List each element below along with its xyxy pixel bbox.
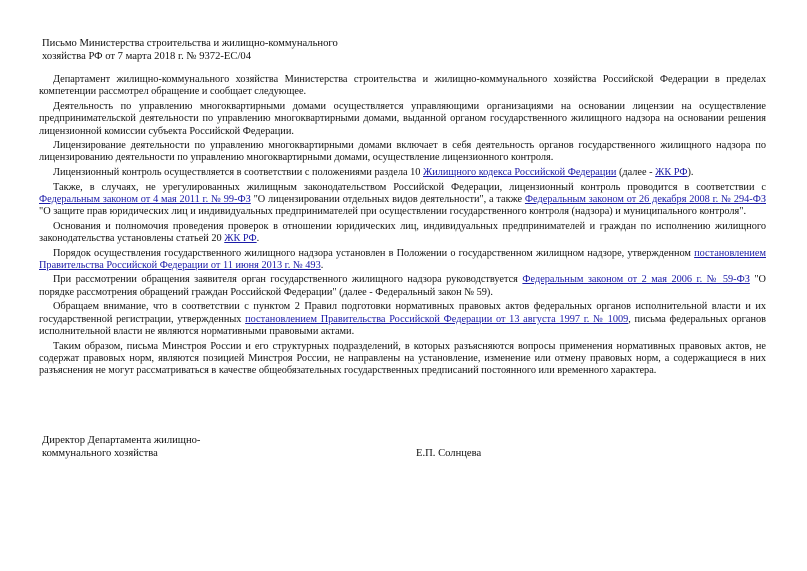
paragraph-7 — [39, 248, 766, 273]
paragraph-8-text-2: "О порядке рассмотрения обращений граждан Российской Федерации" (далее - Федеральный закон № 59). — [39, 274, 766, 298]
federal-law-99-link[interactable]: Федеральным законом от 4 мая 2011 г. № 99-ФЗ — [39, 193, 251, 205]
paragraph-5-text-1: Также, в случаях, не урегулированных жилищным законодательством Российской Федерации, лицензионный контроль проводится в соответствии с — [53, 181, 766, 193]
document-title — [42, 37, 382, 63]
federal-law-59-link[interactable]: Федеральным законом от 2 мая 2006 г. № 59-ФЗ — [522, 274, 750, 286]
paragraph-6-text-1: Основания и полномочия проведения проверок в отношении юридических лиц, индивидуальных предпринимателей и граждан по исполнению жилищного законодательства установлены статьей 20 — [39, 220, 766, 245]
paragraph-6 — [39, 221, 766, 246]
paragraph-6-text-2: . — [256, 233, 260, 245]
paragraph-8-text-1: При рассмотрении обращения заявителя орган государственного жилищного надзора руководствуется — [53, 274, 523, 286]
paragraph-8 — [39, 274, 766, 299]
signatory-position-line-2: коммунального хозяйства — [42, 448, 158, 459]
paragraph-1: Департамент жилищно-коммунального хозяйства Министерства строительства и жилищно-коммунального хозяйства Российской Федерации в пределах компетенции рассмотрел обращение и сообщает следующее. — [39, 74, 766, 98]
paragraph-4-text-3: ). — [687, 166, 694, 178]
paragraph-5 — [39, 182, 766, 219]
federal-law-294-link[interactable]: Федеральным законом от 26 декабря 2008 г. № 294-ФЗ — [524, 193, 766, 205]
government-decree-1009-link[interactable]: постановлением Правительства Российской Федерации от 13 августа 1997 г. № 1009 — [245, 313, 629, 325]
government-decree-493-link[interactable]: постановлением Правительства Российской Федерации от 11 июня 2013 г. № 493 — [39, 247, 766, 271]
housing-code-link[interactable]: Жилищного кодекса Российской Федерации — [423, 166, 617, 178]
zhk-rf-link[interactable]: ЖК РФ — [655, 166, 688, 178]
paragraph-7-text-2: . — [320, 259, 324, 271]
title-line-1: Письмо Министерства строительства и жилищно-коммунального — [42, 38, 338, 49]
paragraph-5-text-3: "О защите прав юридических лиц и индивидуальных предпринимателей при осуществлении государственного контроля (надзора) и муниципального контроля". — [39, 206, 747, 218]
signatory-position-line-1: Директор Департамента жилищно- — [42, 435, 201, 446]
paragraph-9-text-2: , письма федеральных органов исполнительной власти не являются нормативными правовыми актами. — [39, 313, 766, 338]
signatory-position — [42, 434, 242, 460]
paragraph-9 — [39, 301, 766, 338]
title-line-2: хозяйства РФ от 7 марта 2018 г. № 9372-ЕС/04 — [42, 51, 251, 62]
paragraph-3: Лицензирование деятельности по управлению многоквартирными домами включает в себя деятельность органов государственного жилищного надзора по лицензированию деятельности по управлению многоквартирными домами, осуществление лицензионного контроля. — [39, 140, 766, 164]
paragraph-10: Таким образом, письма Минстроя России и его структурных подразделений, в которых разъясняются вопросы применения нормативных правовых актов, не содержат правовых норм, являются позицией Минстроя России, не направлены на установление, изменение или отмену правовых норм, а содержащиеся в них разъяснения не могут рассматриваться в качестве общеобязательных государственных предписаний постоянного или временного характера. — [39, 340, 766, 377]
paragraph-4 — [39, 167, 766, 179]
document-body — [39, 74, 766, 380]
paragraph-4-text-2: (далее - — [616, 166, 656, 178]
paragraph-4-text-1: Лицензионный контроль осуществляется в соответствии с положениями раздела 10 — [53, 166, 424, 178]
paragraph-5-text-2: "О лицензировании отдельных видов деятельности", а также — [250, 193, 525, 205]
paragraph-9-text-1: Обращаем внимание, что в соответствии с пунктом 2 Правил подготовки нормативных правовых актов федеральных органов исполнительной власти и их государственной регистрации, утвержденных — [39, 301, 766, 325]
paragraph-7-text-1: Порядок осуществления государственного жилищного надзора установлен в Положении о государственном жилищном надзоре, утвержденном — [53, 247, 695, 259]
signatory-name: Е.П. Солнцева — [416, 448, 482, 459]
zhk-rf-link-2[interactable]: ЖК РФ — [224, 233, 257, 245]
paragraph-2: Деятельность по управлению многоквартирными домами осуществляется управляющими организациями на основании лицензии на осуществление предпринимательской деятельности по управлению многоквартирными домами, выданной органом государственного жилищного надзора на основании решения лицензионной комиссии субъекта Российской Федерации. — [39, 100, 766, 137]
